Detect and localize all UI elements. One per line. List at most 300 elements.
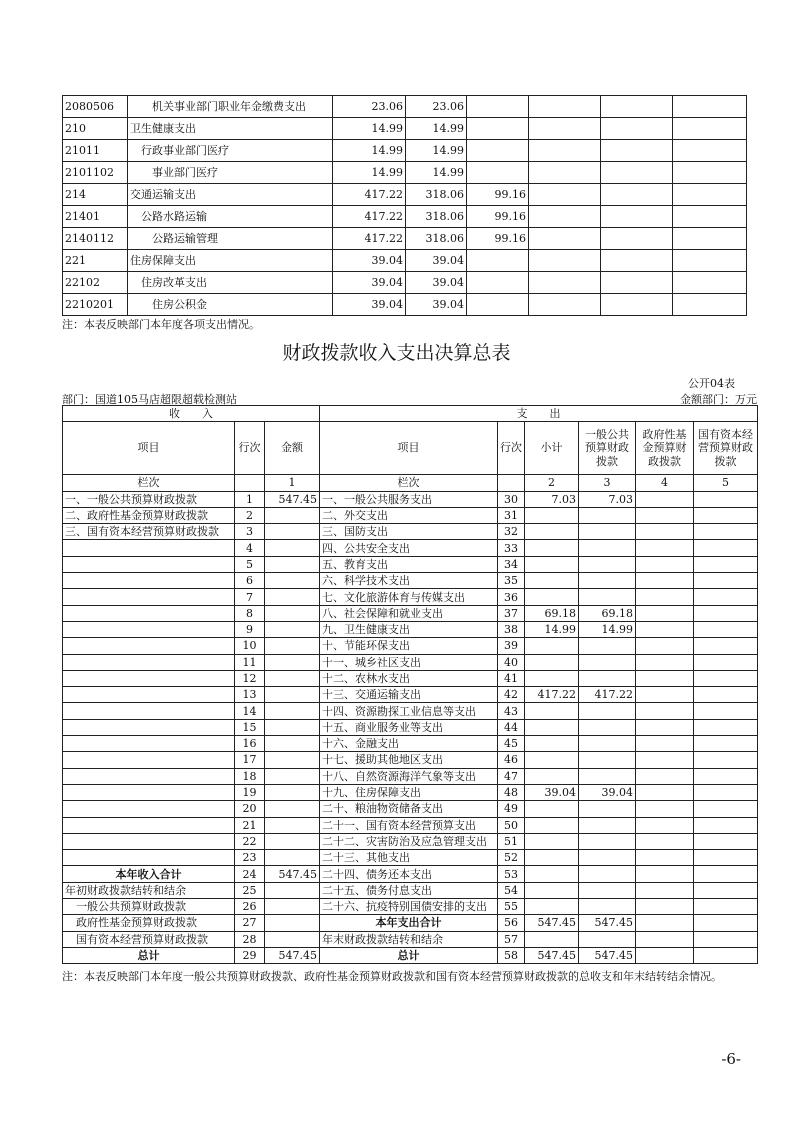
amount-cell: 39.04 [333,250,406,272]
table-row [63,638,758,654]
amount-cell [467,294,529,316]
line-number: 43 [498,703,525,719]
table-row [63,491,758,507]
amount-cell [579,573,636,589]
income-item: 本年收入合计 [63,866,235,882]
line-number: 37 [498,605,525,621]
subject-name: 公路运输管理 [128,228,333,250]
amount-cell [694,621,758,637]
expense-item: 十八、自然资源海洋气象等支出 [320,768,498,784]
table-row [63,899,758,915]
amount-cell [694,833,758,849]
amount-cell [529,96,601,118]
income-item [63,605,235,621]
amount-cell [265,736,320,752]
amount-cell [265,687,320,703]
amount-cell [636,850,694,866]
line-number: 56 [498,915,525,931]
amount-cell [694,540,758,556]
line-number: 48 [498,784,525,800]
table-row [63,670,758,686]
amount-cell [525,833,579,849]
table-row [63,540,758,556]
amount-cell [265,719,320,735]
amount-cell [673,294,747,316]
line-number: 47 [498,768,525,784]
amount-cell [265,784,320,800]
line-number: 49 [498,801,525,817]
amount-cell [579,736,636,752]
amount-cell [694,915,758,931]
line-number: 9 [235,621,265,637]
amount-cell [636,736,694,752]
amount-cell [694,882,758,898]
table-row [63,605,758,621]
expense-item: 年末财政拨款结转和结余 [320,931,498,947]
amount-cell [525,589,579,605]
amount-cell: 23.06 [406,96,467,118]
expense-item: 十、节能环保支出 [320,638,498,654]
amount-cell [467,96,529,118]
line-number: 8 [235,605,265,621]
amount-cell: 69.18 [579,605,636,621]
expense-item: 十三、交通运输支出 [320,687,498,703]
line-number: 17 [235,752,265,768]
amount-cell [467,118,529,140]
table-row [63,719,758,735]
expense-item: 八、社会保障和就业支出 [320,605,498,621]
amount-cell: 39.04 [333,272,406,294]
amount-cell [636,784,694,800]
expense-item: 四、公共安全支出 [320,540,498,556]
line-number: 44 [498,719,525,735]
page-title: 财政拨款收入支出决算总表 [282,342,511,364]
amount-cell [529,184,601,206]
line-number: 30 [498,491,525,507]
amount-cell: 7.03 [579,491,636,507]
amount-cell [265,507,320,523]
table-row [63,556,758,572]
expense-item: 二十三、其他支出 [320,850,498,866]
amount-cell [601,162,673,184]
table-row [63,687,758,703]
amount-cell [579,654,636,670]
amount-cell [525,556,579,572]
income-item [63,687,235,703]
subject-name: 行政事业部门医疗 [128,140,333,162]
amount-cell: 7.03 [525,491,579,507]
income-item [63,784,235,800]
table-row [63,784,758,800]
income-item [63,654,235,670]
amount-cell [694,850,758,866]
line-number: 11 [235,654,265,670]
amount-cell [694,817,758,833]
line-number: 42 [498,687,525,703]
amount-cell [525,899,579,915]
line-number: 5 [235,556,265,572]
amount-cell [529,294,601,316]
amount-cell [636,638,694,654]
amount-cell [694,719,758,735]
amount-cell [694,589,758,605]
amount-cell [636,899,694,915]
line-number: 13 [235,687,265,703]
expense-item: 十一、城乡社区支出 [320,654,498,670]
line-number: 1 [235,491,265,507]
amount-cell [694,670,758,686]
main-table-note: 注：本表反映部门本年度一般公共预算财政拨款、政府性基金预算财政拨款和国有资本经营预算财政拨款的总收支和年末结转结余情况。 [62,970,722,983]
amount-cell [579,703,636,719]
income-item [63,850,235,866]
table-row [63,507,758,523]
line-number: 54 [498,882,525,898]
line-number: 24 [235,866,265,882]
amount-cell [636,882,694,898]
amount-cell [694,654,758,670]
income-item [63,621,235,637]
expense-item: 二十、粮油物资储备支出 [320,801,498,817]
amount-cell [601,250,673,272]
amount-cell [265,524,320,540]
column-index: 5 [694,475,758,491]
amount-cell: 14.99 [525,621,579,637]
table-row [63,250,747,272]
amount-cell: 14.99 [406,140,467,162]
income-item [63,540,235,556]
column-header: 行次 [235,422,265,475]
line-number: 45 [498,736,525,752]
column-index: 3 [579,475,636,491]
expense-item: 十四、资源勘探工业信息等支出 [320,703,498,719]
amount-cell: 39.04 [525,784,579,800]
table-row [63,931,758,947]
line-number: 23 [235,850,265,866]
amount-cell [265,605,320,621]
table-row [63,866,758,882]
amount-cell: 417.22 [333,206,406,228]
table-row [63,817,758,833]
amount-cell [601,118,673,140]
table-row [63,184,747,206]
expense-item: 十六、金融支出 [320,736,498,752]
income-item [63,670,235,686]
table-row [63,801,758,817]
line-number: 35 [498,573,525,589]
amount-cell [636,768,694,784]
amount-cell [636,931,694,947]
table-row [63,833,758,849]
table-row [63,654,758,670]
table-row [63,162,747,184]
table-row [63,228,747,250]
subject-name: 住房公积金 [128,294,333,316]
amount-cell [694,524,758,540]
amount-cell [601,140,673,162]
expense-item: 十二、农林水支出 [320,670,498,686]
income-item: 二、政府性基金预算财政拨款 [63,507,235,523]
amount-cell [636,866,694,882]
amount-cell [673,118,747,140]
table-row [63,140,747,162]
amount-cell [636,540,694,556]
line-number: 18 [235,768,265,784]
amount-cell [636,556,694,572]
amount-cell: 69.18 [525,605,579,621]
amount-cell: 417.22 [579,687,636,703]
income-item [63,703,235,719]
column-header: 项目 [320,422,498,475]
line-number: 12 [235,670,265,686]
line-number: 53 [498,866,525,882]
subject-name: 住房改革支出 [128,272,333,294]
amount-cell [694,947,758,963]
income-item: 一般公共预算财政拨款 [63,899,235,915]
amount-cell [636,589,694,605]
amount-cell [636,801,694,817]
subject-code: 21011 [63,140,128,162]
amount-cell: 547.45 [579,915,636,931]
amount-cell: 547.45 [265,491,320,507]
subject-name: 公路水路运输 [128,206,333,228]
line-number: 31 [498,507,525,523]
line-number: 6 [235,573,265,589]
subject-code: 214 [63,184,128,206]
line-number: 4 [235,540,265,556]
page-number: -6- [721,1050,741,1068]
amount-cell [579,882,636,898]
table-row [63,621,758,637]
amount-cell [467,140,529,162]
amount-cell [601,272,673,294]
amount-cell [579,866,636,882]
amount-cell [636,719,694,735]
income-item [63,817,235,833]
expense-header: 支 出 [320,406,758,422]
amount-cell [579,801,636,817]
amount-cell: 14.99 [579,621,636,637]
line-number: 27 [235,915,265,931]
subject-name: 事业部门医疗 [128,162,333,184]
amount-cell [525,931,579,947]
amount-cell [636,507,694,523]
income-item [63,719,235,735]
amount-cell [694,899,758,915]
income-item [63,833,235,849]
amount-cell [265,931,320,947]
amount-cell [525,654,579,670]
line-number: 29 [235,947,265,963]
subject-code: 22102 [63,272,128,294]
amount-cell [525,507,579,523]
amount-cell [673,272,747,294]
amount-cell [265,589,320,605]
amount-cell [529,250,601,272]
income-item: 政府性基金预算财政拨款 [63,915,235,931]
line-number: 33 [498,540,525,556]
amount-cell [579,719,636,735]
subject-code: 2080506 [63,96,128,118]
column-index: 4 [636,475,694,491]
table-row [63,206,747,228]
amount-cell: 547.45 [525,947,579,963]
amount-cell [601,228,673,250]
expense-item: 三、国防支出 [320,524,498,540]
amount-cell [694,768,758,784]
income-item [63,573,235,589]
income-item [63,556,235,572]
column-index [235,475,265,491]
amount-cell [579,524,636,540]
line-number: 41 [498,670,525,686]
income-item: 三、国有资本经营预算财政拨款 [63,524,235,540]
income-item: 国有资本经营预算财政拨款 [63,931,235,947]
amount-cell [694,866,758,882]
amount-cell [694,703,758,719]
line-number: 26 [235,899,265,915]
expenditure-detail-table [62,95,747,316]
amount-cell: 547.45 [579,947,636,963]
amount-cell [636,605,694,621]
amount-cell [694,736,758,752]
expense-item: 总计 [320,947,498,963]
amount-cell [579,556,636,572]
table-row [63,524,758,540]
amount-cell [265,882,320,898]
table-row [63,736,758,752]
line-number: 7 [235,589,265,605]
column-index [498,475,525,491]
amount-cell [265,850,320,866]
column-index: 栏次 [320,475,498,491]
amount-cell [529,272,601,294]
amount-cell [529,140,601,162]
column-header: 项目 [63,422,235,475]
amount-cell: 23.06 [333,96,406,118]
amount-cell [265,899,320,915]
amount-cell [579,931,636,947]
line-number: 15 [235,719,265,735]
amount-cell [694,491,758,507]
expense-item: 七、文化旅游体育与传媒支出 [320,589,498,605]
amount-cell [529,206,601,228]
table-row [63,96,747,118]
amount-cell [467,250,529,272]
table-row [63,850,758,866]
amount-cell: 99.16 [467,228,529,250]
amount-cell [265,556,320,572]
line-number: 2 [235,507,265,523]
amount-cell [525,703,579,719]
amount-cell: 417.22 [333,184,406,206]
line-number: 21 [235,817,265,833]
expense-item: 二十二、灾害防治及应急管理支出 [320,833,498,849]
amount-cell [579,899,636,915]
amount-cell [265,752,320,768]
line-number: 38 [498,621,525,637]
amount-cell [694,752,758,768]
column-header: 金额 [265,422,320,475]
amount-cell [265,768,320,784]
expense-item: 六、科学技术支出 [320,573,498,589]
amount-cell: 39.04 [406,272,467,294]
line-number: 10 [235,638,265,654]
column-header: 政府性基金预算财政拨款 [636,422,694,475]
income-item: 年初财政拨款结转和结余 [63,882,235,898]
amount-cell [525,801,579,817]
amount-cell [525,866,579,882]
amount-cell: 99.16 [467,184,529,206]
column-header: 一般公共预算财政拨款 [579,422,636,475]
column-index: 栏次 [63,475,235,491]
table-row [63,294,747,316]
amount-cell: 39.04 [406,250,467,272]
subject-code: 2101102 [63,162,128,184]
line-number: 3 [235,524,265,540]
amount-cell [636,817,694,833]
table-row [63,589,758,605]
line-number: 57 [498,931,525,947]
amount-cell: 14.99 [333,140,406,162]
amount-cell [579,670,636,686]
line-number: 25 [235,882,265,898]
amount-cell [265,621,320,637]
subject-code: 221 [63,250,128,272]
line-number: 20 [235,801,265,817]
amount-cell [694,605,758,621]
expense-item: 二十一、国有资本经营预算支出 [320,817,498,833]
amount-cell [525,752,579,768]
amount-cell [673,228,747,250]
column-header: 国有资本经营预算财政拨款 [694,422,758,475]
amount-cell [636,915,694,931]
amount-cell [467,272,529,294]
subject-code: 2140112 [63,228,128,250]
income-item [63,752,235,768]
amount-cell [265,801,320,817]
amount-cell [579,850,636,866]
amount-cell: 14.99 [406,118,467,140]
amount-cell [265,638,320,654]
amount-cell [525,719,579,735]
top-table-note: 注：本表反映部门本年度各项支出情况。 [62,318,260,331]
line-number: 19 [235,784,265,800]
line-number: 22 [235,833,265,849]
amount-cell [694,556,758,572]
amount-cell [636,687,694,703]
line-number: 58 [498,947,525,963]
income-item [63,589,235,605]
subject-code: 21401 [63,206,128,228]
amount-cell [636,947,694,963]
income-item: 一、一般公共预算财政拨款 [63,491,235,507]
amount-cell [579,589,636,605]
amount-cell: 14.99 [333,162,406,184]
amount-cell [265,654,320,670]
table-row [63,947,758,963]
subject-name: 卫生健康支出 [128,118,333,140]
amount-cell [636,752,694,768]
expense-item: 十七、援助其他地区支出 [320,752,498,768]
line-number: 50 [498,817,525,833]
amount-cell [694,573,758,589]
amount-cell [579,507,636,523]
amount-cell [529,118,601,140]
amount-cell [525,736,579,752]
subject-code: 2210201 [63,294,128,316]
amount-cell [636,621,694,637]
amount-cell: 547.45 [265,947,320,963]
